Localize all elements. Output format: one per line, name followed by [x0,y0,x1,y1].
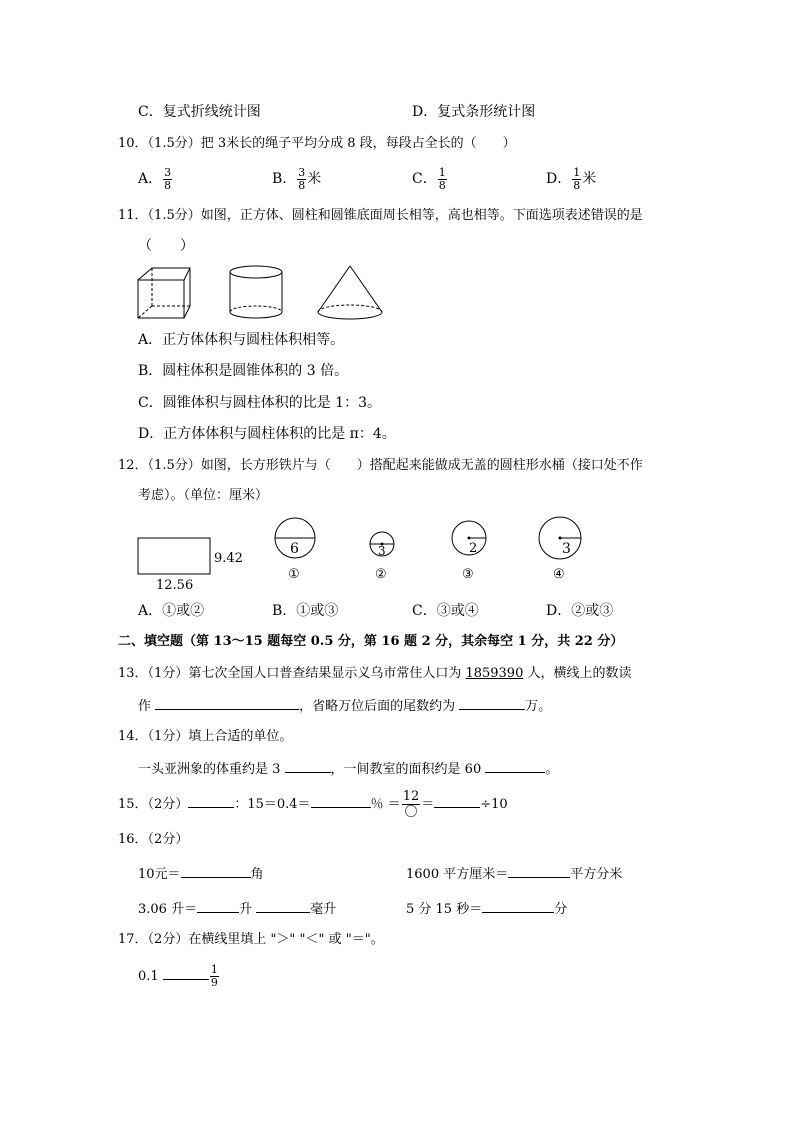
circle-3-label: ③ [462,567,474,582]
option-label: B． [272,171,297,187]
fraction [572,167,581,192]
option-label: A． [138,171,163,187]
q16-text: 角 [250,867,264,882]
circle-2-diameter: 3 [378,544,386,558]
numerator: 3 [164,165,172,179]
cone-shape [318,266,382,319]
q15-blank-1[interactable] [188,793,234,808]
q10-option-c [412,164,448,194]
circle-1-label: ① [288,567,300,582]
q16-text: 分 [554,902,568,917]
denominator: 8 [573,178,581,192]
q12-figure [130,512,600,593]
q12-stem-line1: 12．（1.5分）如图，长方形铁片与（ ）搭配起来能做成无盖的圆柱形水桶（接口处不作 [118,458,643,473]
cylinder-shape [230,266,282,318]
option-label: D． [546,171,572,187]
fraction [438,167,447,192]
q16-blank-jiao[interactable] [181,863,251,878]
q15-blank-3[interactable] [434,793,480,808]
q16-label: 16．（2分） [118,832,189,847]
q10-stem: 10．（1.5分）把 3米长的绳子平均分成 8 段，每段占全长的（ ） [118,136,516,151]
q10-option-b [272,164,321,194]
circle-4-radius: 3 [562,541,571,557]
denominator: 8 [298,178,306,192]
q17-line [138,962,220,992]
cube-shape [138,268,190,318]
q9-option-d: D．复式条形统计图 [412,104,536,120]
q13-text: ，省略万位后面的尾数约为 [299,699,460,714]
q16-text: 毫升 [310,902,337,917]
q17-fraction [210,964,219,989]
q13-line1 [118,664,632,684]
q13-text: 作 [138,699,156,714]
q12-option-d: D．②或③ [546,603,614,619]
q12-stem-line2: 考虑）。（单位：厘米） [138,488,269,503]
q13-population-number: 1859390 [465,666,524,681]
q15-text: ＝ [421,797,435,812]
option-label: C． [412,171,437,187]
rectangle-width-label: 12.56 [156,578,194,593]
unit: 米 [307,171,322,187]
unit: 米 [582,171,597,187]
circle-2-label: ② [375,567,387,582]
circle-4 [539,517,581,582]
q16-text: 平方分米 [570,867,623,882]
q15-label: 15．（2分） [118,797,189,812]
q13-text: 人，横线上的数读 [523,666,632,681]
q11-option-b: B．圆柱体积是圆锥体积的 3 倍。 [138,363,349,379]
q15-blank-2[interactable] [311,793,371,808]
q13-blank-approx[interactable] [459,695,525,710]
q16-row2-right [406,898,567,920]
q14-blank-area-unit[interactable] [485,758,545,773]
q14-text: ，一间教室的面积约是 60 [330,762,486,777]
q14-stem: 14．（1分）填上合适的单位。 [118,729,293,744]
q14-text: 。 [545,762,559,777]
q16-text: 3.06 升＝ [138,902,198,917]
q15-fraction [402,789,421,820]
section-2-title: 二、填空题（第 13～15 题每空 0.5 分，第 16 题 2 分，其余每空 1 分，共 22 分） [118,634,624,649]
q9-option-c: C．复式折线统计图 [138,104,261,120]
numerator: 1 [210,963,218,976]
q12-option-c: C．③或④ [412,603,479,619]
q15-line [118,788,508,822]
q17-blank-compare[interactable] [163,965,209,980]
denominator: 9 [210,976,218,989]
circle-1 [275,518,315,582]
q15-text: ÷10 [480,797,508,812]
numerator: 1 [438,165,446,179]
q14-blank-weight-unit[interactable] [285,758,331,773]
q17-text: 0.1 [138,969,163,984]
q17-stem: 17．（2分）在横线里填上 "＞" "＜" 或 "＝"。 [118,932,384,947]
q16-row2-left [138,898,336,920]
q11-option-d: D．正方体体积与圆柱体积的比是 π：4。 [138,426,396,442]
q11-stem: 11．（1.5分）如图，正方体、圆柱和圆锥底面周长相等，高也相等。下面选项表述错误的是 [118,208,643,223]
q12-option-b: B．①或③ [272,603,339,619]
rectangle-height-label: 9.42 [214,551,243,566]
q16-blank-sq-dm[interactable] [508,863,570,878]
q13-blank-reading[interactable] [155,695,299,710]
q13-text: 13．（1分）第七次全国人口普查结果显示义乌市常住人口为 [118,666,466,681]
numerator: 1 [573,165,581,179]
q16-blank-ml[interactable] [256,898,310,913]
denominator: 8 [438,178,446,192]
circle-4-label: ④ [553,567,565,582]
circle-2 [370,532,394,582]
q16-blank-minutes[interactable] [482,898,554,913]
q16-row1-left [138,863,264,885]
q11-solids-figure [130,262,400,322]
q15-text: ：15＝0.4＝ [234,797,311,812]
q16-blank-liters[interactable] [197,898,239,913]
q12-option-a: A．①或② [138,603,205,619]
q10-option-a [138,164,173,194]
rectangle-sheet [138,538,210,574]
q16-text: 1600 平方厘米＝ [406,867,509,882]
q14-line [138,758,558,780]
q13-line2 [138,695,551,717]
q11-option-a: A．正方体体积与圆柱体积相等。 [138,332,345,348]
circle-3 [452,521,486,582]
denominator: 8 [164,178,172,192]
q16-text: 升 [239,902,257,917]
q14-text: 一头亚洲象的体重约是 3 [138,762,285,777]
q16-text: 10元＝ [138,867,181,882]
fraction [163,167,172,192]
denominator-blank[interactable]: 〇 [404,805,418,820]
q11-paren: （ ） [138,238,194,254]
fraction [297,167,306,192]
q15-text: ％ ＝ [370,797,401,812]
numerator: 12 [402,789,420,804]
q13-text: 万。 [525,699,552,714]
q16-row1-right [406,863,622,885]
circle-1-diameter: 6 [290,541,299,557]
q10-option-d [546,164,596,194]
q11-option-c: C．圆锥体积与圆柱体积的比是 1：3。 [138,395,381,411]
numerator: 3 [298,165,306,179]
q16-text: 5 分 15 秒＝ [406,902,483,917]
circle-3-radius: 2 [469,541,478,556]
